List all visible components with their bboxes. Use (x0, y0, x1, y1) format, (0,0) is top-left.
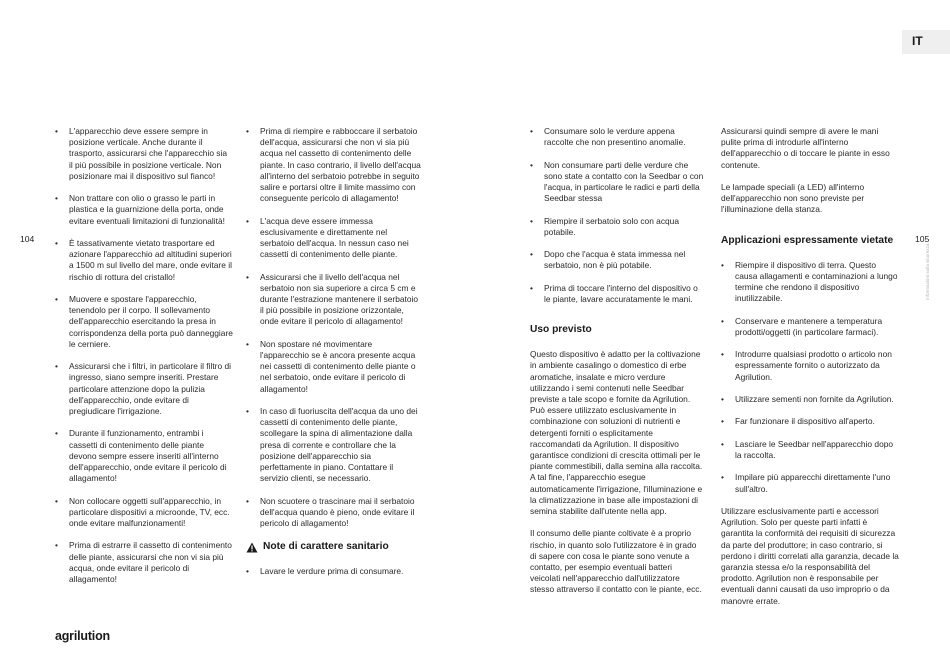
column-4 (721, 126, 899, 618)
page-number-left: 104 (20, 234, 35, 244)
intended-use-paragraph: Questo dispositivo è adatto per la coltivazione in ambiente casalingo o domestico di erbe aromatiche, insalate e micro verdure utilizzando i semi contenuti nelle Seedbar previste a tale scopo e fornite da Agrilution. Può essere utilizzato esclusivamente in combinazione con soluzioni di nutrienti e detergenti forniti o esplicitamente raccomandati da Agrilution. Il dispositivo garantisce condizioni di crescita ottimali per le piante commestibili, dalla semina alla raccolta. A tal fine, l'apparecchio esegue automaticamente l'irrigazione, l'illuminazione e la climatizzazione in base alle impostazioni di semina stabilite dall'utente nella app. (530, 349, 703, 517)
list-item: • Far funzionare il dispositivo all'aperto. (721, 416, 875, 427)
column-1 (55, 126, 233, 596)
list-item: • L'acqua deve essere immessa esclusivamente e direttamente nel serbatoio dell'acqua. In nessun caso nei cassetti di contenimento delle piante. (246, 215, 409, 260)
intended-use-paragraph: Il consumo delle piante coltivate è a proprio rischio, in quanto solo l'utilizzatore è in grado di sapere con cosa le piante sono venute a contatto, per esempio eventuali batteri veicolati nell'apparecchio dall'utilizzatore stesso attraverso il contatto con le piante, ecc. (530, 528, 702, 595)
list-item: • Consumare solo le verdure appena raccolte che non presentino anomalie. (530, 126, 686, 148)
brand-logo: agrilution (55, 629, 110, 643)
list-item: • Prima di riempire e rabboccare il serbatoio dell'acqua, assicurarsi che non vi sia più acqua nel cassetto di contenimento delle piante. In caso contrario, il livello dell'acqua all'interno del serbatoio potrebbe in seguito salire e portarsi oltre il limite massimo con conseguente pericolo di allagamento! (246, 126, 421, 204)
list-item: • È tassativamente vietato trasportare ed azionare l'apparecchio ad altitudini superiori a 1500 m sul livello del mare, onde evitare il rischio di rottura del cristallo! (55, 238, 232, 282)
list-item: • Assicurarsi che il livello dell'acqua nel serbatoio non sia superiore a circa 5 cm e durante l'estrazione mantenere il serbatoio il più possibile in posizione orizzontale, onde evitare il pericolo di allagamento! (246, 271, 419, 327)
list-item: • Dopo che l'acqua è stata immessa nel serbatoio, non è più potabile. (530, 249, 686, 271)
warning-icon (246, 542, 258, 553)
led-paragraph: Le lampade speciali (a LED) all'interno dell'apparecchio non sono previste per l'illuminazione della stanza. (721, 182, 865, 215)
list-item: • Non scuotere o trascinare mai il serbatoio dell'acqua quando è pieno, onde evitare il pericolo di allagamento! (246, 495, 415, 529)
list-item: • Impilare più apparecchi direttamente l'uno sull'altro. (721, 472, 891, 494)
list-item: • Muovere e spostare l'apparecchio, tenendolo per il corpo. Il sollevamento dell'apparecchio esercitando la presa in corrispondenza della porta può danneggiare le cerniere. (55, 294, 233, 349)
list-item: • Lavare le verdure prima di consumare. (246, 566, 404, 577)
column-3 (530, 126, 704, 607)
column-2 (246, 126, 422, 589)
list-item: • Introdurre qualsiasi prodotto o articolo non espressamente fornito o autorizzato da Agrilution. (721, 349, 892, 382)
language-label: IT (912, 34, 923, 49)
page-number-right: 105 (915, 234, 930, 244)
list-item: • Riempire il dispositivo di terra. Questo causa allagamenti e contaminazioni a lungo termine che rendono il dispositivo inutilizzabile. (721, 259, 898, 304)
list-item: • Prima di estrarre il cassetto di contenimento delle piante, assicurarsi che non vi sia più acqua, onde evitare il pericolo di allagamento! (55, 540, 232, 585)
prohibited-list (721, 260, 899, 495)
hygiene-paragraph: Assicurarsi quindi sempre di avere le mani pulite prima di introdurle all'interno dell'apparecchio o di toccare le piante in esso contenute. (721, 126, 890, 170)
list-item: • L'apparecchio deve essere sempre in posizione verticale. Anche durante il trasporto, assicurarsi che l'apparecchio sia il più possibile in posizione verticale. Non posizionare mai il dispositivo sul fianco! (55, 126, 228, 181)
prohibited-uses-heading: Applicazioni espressamente vietate (721, 234, 894, 246)
list-item: • Non collocare oggetti sull'apparecchio, in particolare dispositivi a microonde, TV, ecc. onde evitare malfunzionamenti! (55, 495, 230, 529)
health-notes-title: Note di carattere sanitario (263, 541, 389, 553)
list-item: • Non consumare parti delle verdure che sono state a contatto con la Seedbar o con l'acqua, in particolare le radici e parti della Seedbar stessa (530, 159, 704, 204)
list-item: • Utilizzare sementi non fornite da Agrilution. (721, 394, 894, 404)
safety-list-2 (246, 126, 422, 529)
language-tab (902, 30, 950, 54)
health-list-continued (530, 126, 704, 305)
list-item: • Lasciare le Seedbar nell'apparecchio dopo la raccolta. (721, 438, 894, 460)
safety-list-1 (55, 126, 233, 585)
intended-use-heading: Uso previsto (530, 324, 592, 336)
list-item: • Durante il funzionamento, entrambi i cassetti di contenimento delle piante devono sempre essere inseriti all'interno dell'apparecchio, onde evitare il pericolo di allagamento! (55, 428, 227, 484)
health-notes-heading (246, 540, 422, 554)
accessories-paragraph: Utilizzare esclusivamente parti e accessori Agrilution. Solo per queste parti infatti è garantita la conformità dei requisiti di sicurezza da parte del produttore; in caso contrario, si perdono i diritti correlati alla garanzia, decade la garanzia stessa e/o la responsabilità del prodotto. Agrilution non è responsabile per eventuali danni causati da uso improprio o da manovre errate. (721, 505, 899, 606)
list-item: • Non trattare con olio o grasso le parti in plastica e la guarnizione della porta, onde evitare eventuali limitazioni di funzionalità! (55, 193, 225, 226)
list-item: • Assicurarsi che i filtri, in particolare il filtro di ingresso, siano sempre inseriti. Prestare particolare attenzione dopo la pulizia dell'apparecchio, onde evitare di pregiudicare l'irrigazione. (55, 361, 231, 417)
list-item: • Non spostare né movimentare l'apparecchio se è ancora presente acqua nei cassetti di contenimento delle piante o nel serbatoio, onde evitare il pericolo di allagamento! (246, 338, 416, 394)
list-item: • In caso di fuoriuscita dell'acqua da uno dei cassetti di contenimento delle piante, scollegare la spina di alimentazione dalla presa di corrente e controllare che la posizione dell'apparecchio sia perfettamente in piano. Contattare il servizio clienti, se necessario. (246, 406, 418, 484)
list-item: • Riempire il serbatoio solo con acqua potabile. (530, 215, 680, 237)
side-section-label: Informazioni sulla sicurezza (925, 243, 930, 300)
health-list (246, 566, 422, 577)
list-item: • Conservare e mantenere a temperatura prodotti/oggetti (in particolare farmaci). (721, 315, 883, 337)
list-item: • Prima di toccare l'interno del dispositivo o le piante, lavare accuratamente le mani. (530, 282, 698, 304)
